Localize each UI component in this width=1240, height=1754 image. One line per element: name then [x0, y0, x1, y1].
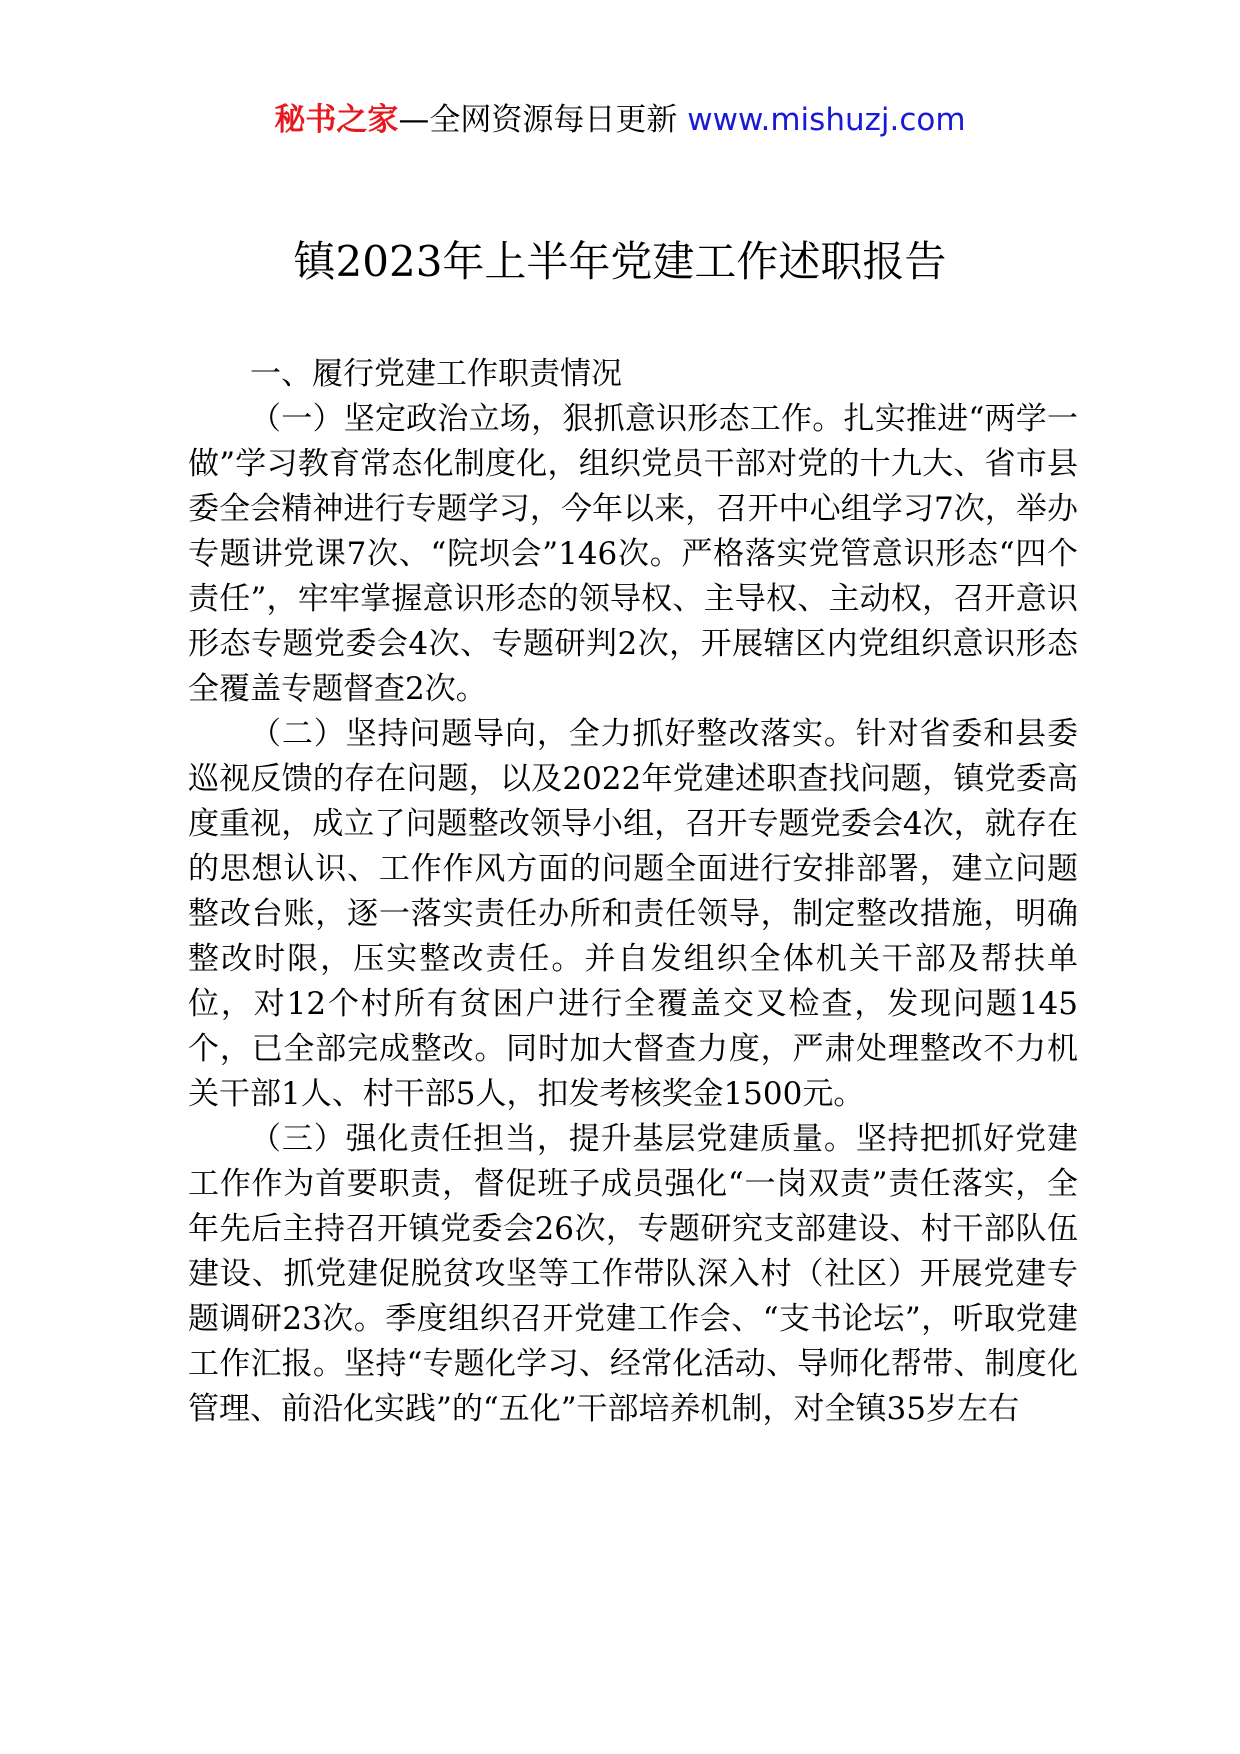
site-url-link[interactable]: www.mishuzj.com [687, 102, 966, 138]
document-body [188, 352, 1078, 1432]
site-header [0, 100, 1240, 140]
section-heading: 一、履行党建工作职责情况 [250, 356, 622, 392]
paragraph-3: （三）强化责任担当，提升基层党建质量。坚持把抓好党建工作作为首要职责，督促班子成员强化“一岗双责”责任落实，全年先后主持召开镇党委会26次，专题研究支部建设、村干部队伍建设、抓党建促脱贫攻坚等工作带队深入村（社区）开展党建专题调研23次。季度组织召开党建工作会、“支书论坛”，听取党建工作汇报。坚持“专题化学习、经常化活动、导师化帮带、制度化管理、前沿化实践”的“五化”干部培养机制，对全镇35岁左右 [188, 1121, 1078, 1427]
paragraph-2: （二）坚持问题导向，全力抓好整改落实。针对省委和县委巡视反馈的存在问题，以及2022年党建述职查找问题，镇党委高度重视，成立了问题整改领导小组，召开专题党委会4次，就存在的思想认识、工作作风方面的问题全面进行安排部署，建立问题整改台账，逐一落实责任办所和责任领导，制定整改措施，明确整改时限，压实整改责任。并自发组织全体机关干部及帮扶单位，对12个村所有贫困户进行全覆盖交叉检查，发现问题145个，已全部完成整改。同时加大督查力度，严肃处理整改不力机关干部1人、村干部5人，扣发考核奖金1500元。 [188, 716, 1078, 1112]
site-tagline: —全网资源每日更新 [398, 102, 688, 138]
document-title: 镇2023年上半年党建工作述职报告 [293, 237, 947, 286]
site-brand: 秘书之家 [274, 102, 399, 138]
paragraph-1: （一）坚定政治立场，狠抓意识形态工作。扎实推进“两学一做”学习教育常态化制度化，组织党员干部对党的十九大、省市县委全会精神进行专题学习，今年以来，召开中心组学习7次，举办专题讲党课7次、“院坝会”146次。严格落实党管意识形态“四个责任”，牢牢掌握意识形态的领导权、主导权、主动权，召开意识形态专题党委会4次、专题研判2次，开展辖区内党组织意识形态全覆盖专题督查2次。 [188, 401, 1078, 707]
